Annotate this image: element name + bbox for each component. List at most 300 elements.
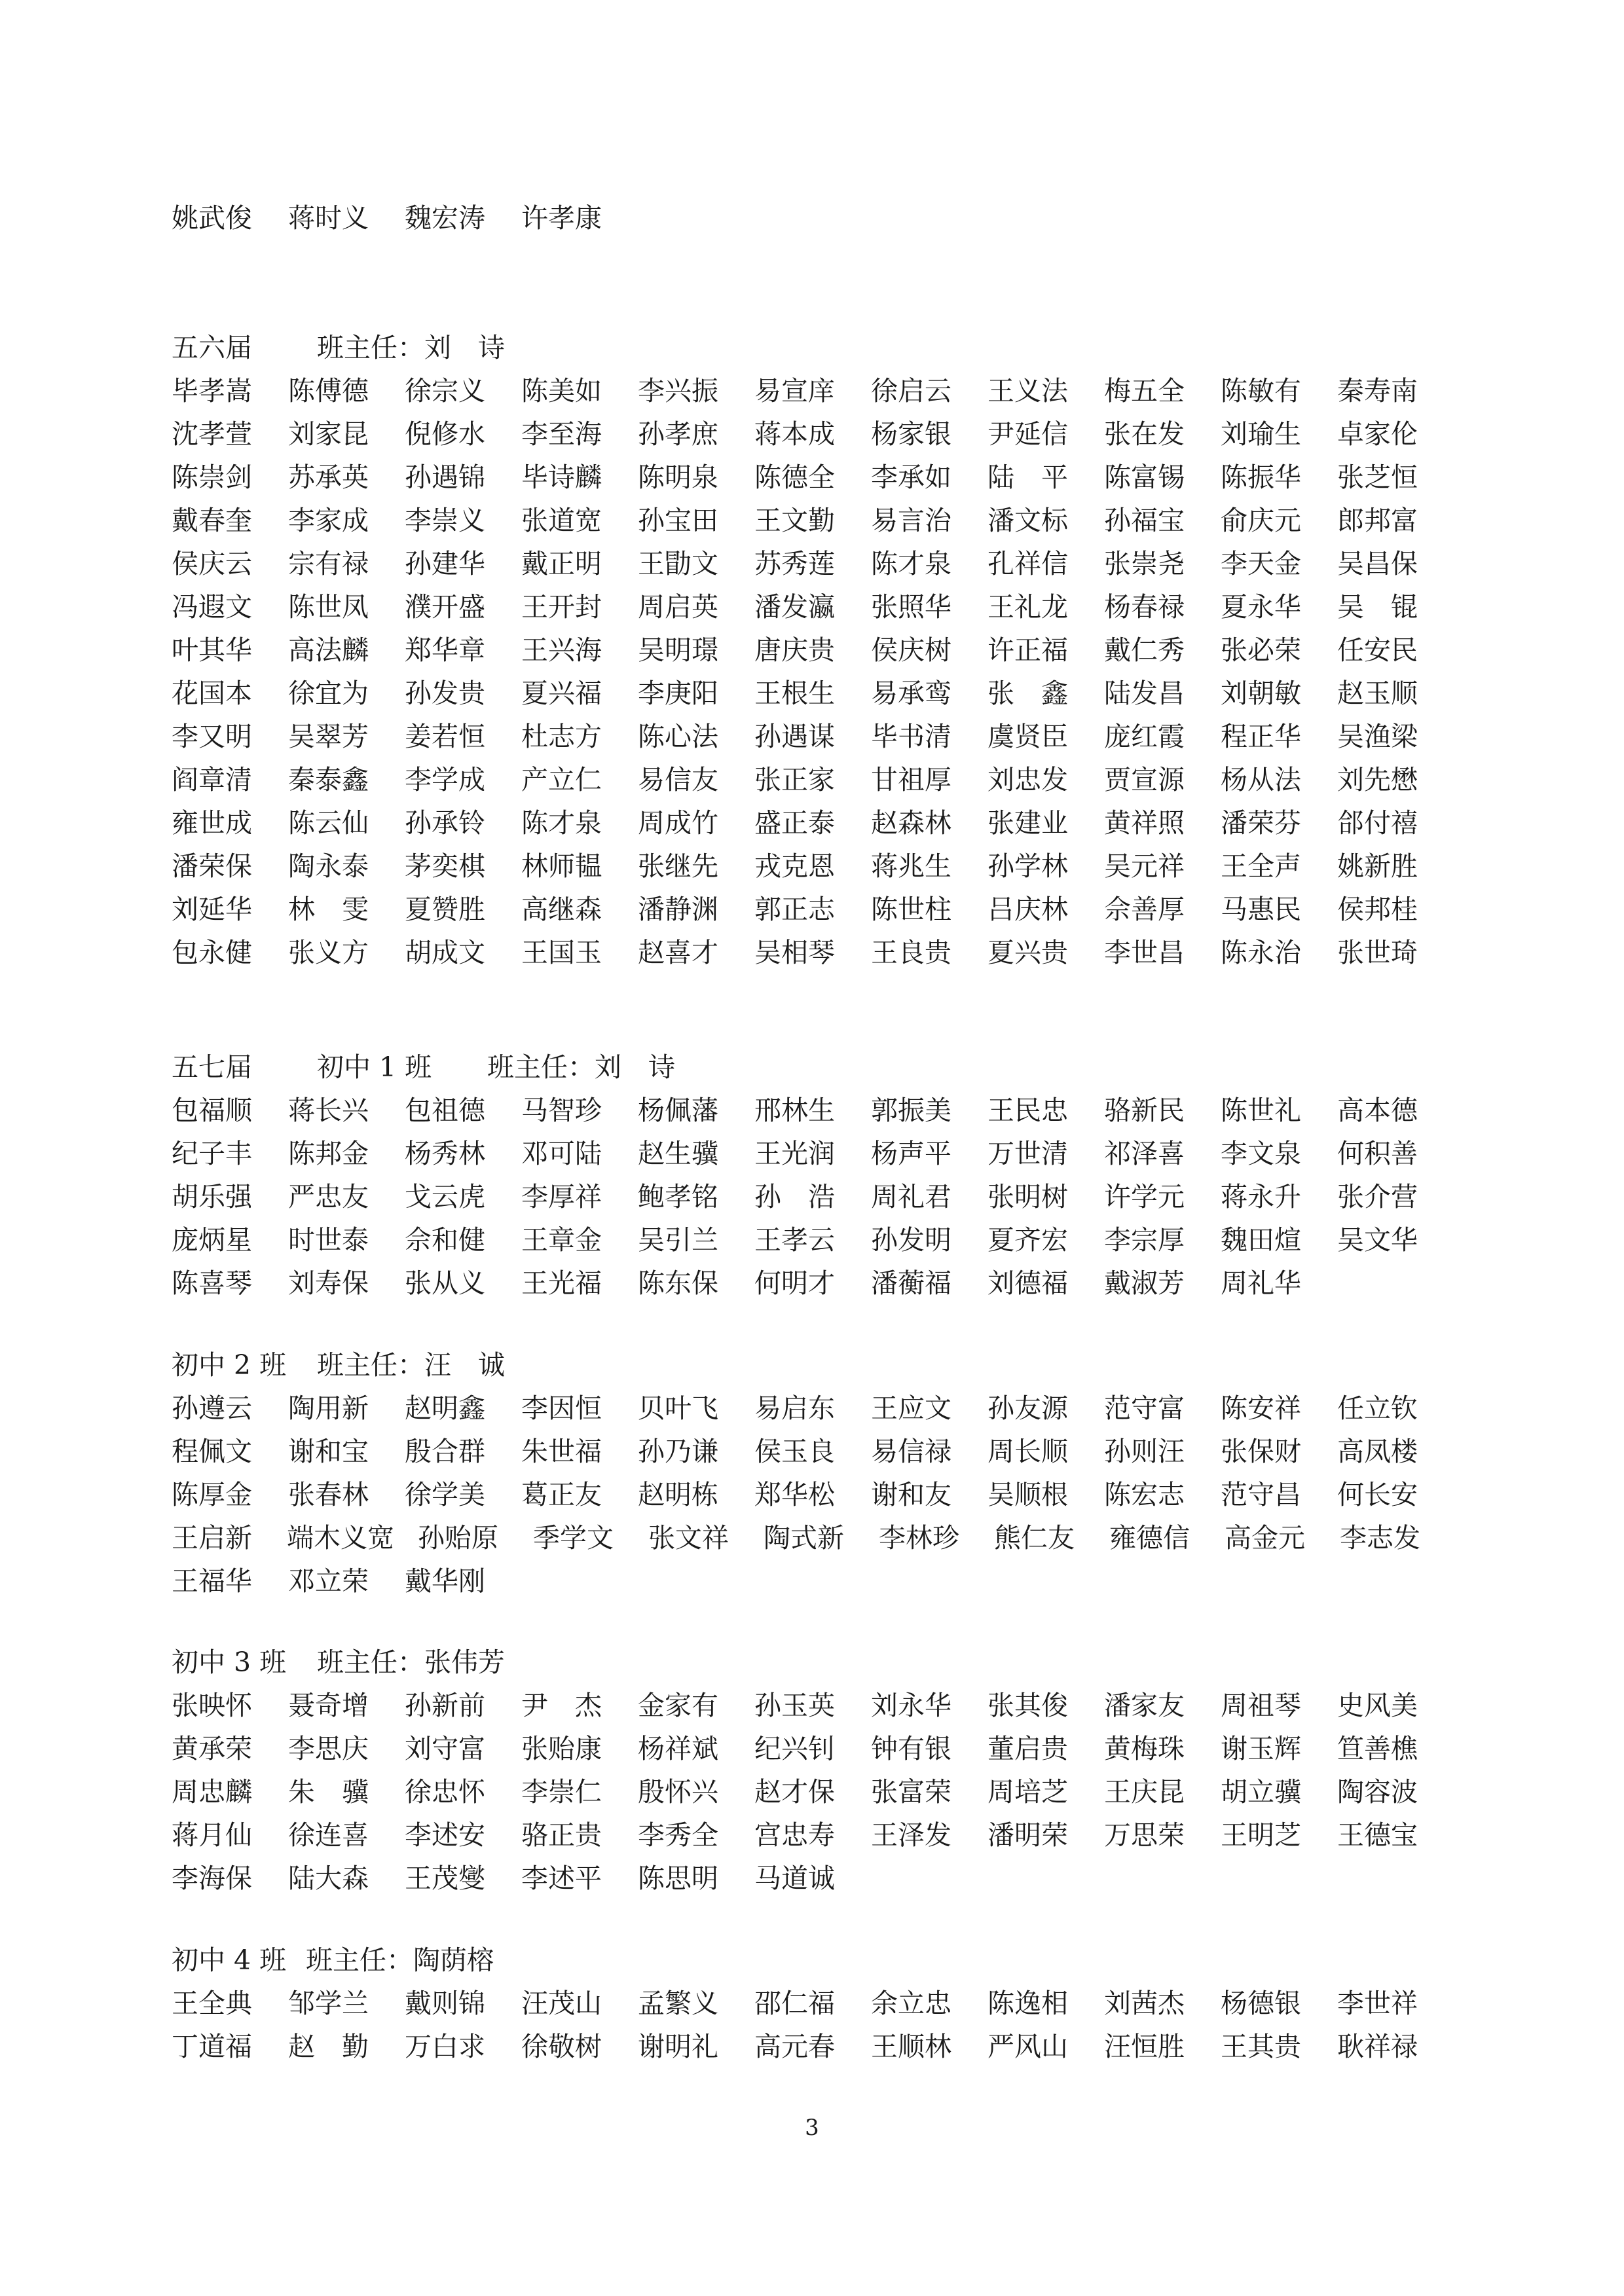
student-name: 李志发 <box>1340 1522 1420 1554</box>
student-name: 赵明栋 <box>638 1479 718 1510</box>
student-name: 陈邦金 <box>288 1138 369 1169</box>
student-name: 殷合群 <box>405 1436 485 1467</box>
student-name: 李因恒 <box>521 1393 602 1424</box>
student-name: 葛正友 <box>521 1479 602 1510</box>
student-name: 王文勤 <box>754 505 835 536</box>
student-name: 杨佩藩 <box>638 1095 718 1126</box>
student-name: 戴则锦 <box>405 1988 485 2019</box>
name-row <box>172 542 1455 585</box>
student-name: 陶用新 <box>288 1393 369 1424</box>
student-name: 杨家银 <box>871 418 951 450</box>
student-name: 杨春禄 <box>1104 591 1185 623</box>
student-name: 李秀全 <box>638 1819 718 1851</box>
student-name: 黄梅珠 <box>1104 1733 1185 1764</box>
student-name: 程佩文 <box>172 1436 252 1467</box>
student-name: 徐启云 <box>871 375 951 407</box>
name-row <box>172 369 1455 412</box>
student-name: 张继先 <box>638 850 718 882</box>
student-name: 纪兴钊 <box>754 1733 835 1764</box>
student-name: 万白求 <box>405 2031 485 2062</box>
student-name: 张映怀 <box>172 1690 252 1721</box>
student-name: 陈心法 <box>638 721 718 752</box>
student-name: 朱 骥 <box>288 1776 369 1808</box>
student-name: 潘荣芬 <box>1221 807 1301 839</box>
student-name: 王光福 <box>521 1267 602 1299</box>
student-name: 王开封 <box>521 591 602 623</box>
student-name: 郎邦富 <box>1337 505 1418 536</box>
student-name: 李宗厚 <box>1104 1224 1185 1256</box>
student-name: 杨德银 <box>1221 1988 1301 2019</box>
name-row <box>172 1262 1455 1305</box>
student-name: 陈敏有 <box>1221 375 1301 407</box>
student-name: 陈喜琴 <box>172 1267 252 1299</box>
student-name: 陈德全 <box>754 462 835 493</box>
student-name: 孙则汪 <box>1104 1436 1185 1467</box>
student-name: 刘家昆 <box>288 418 369 450</box>
student-name: 郑华章 <box>405 634 485 666</box>
student-name: 刘瑜生 <box>1221 418 1301 450</box>
student-name: 王根生 <box>754 678 835 709</box>
student-name: 郭正志 <box>754 894 835 925</box>
class-label: 初中 4 班 <box>172 1944 287 1976</box>
name-row <box>172 1387 1455 1430</box>
student-name: 戴春奎 <box>172 505 252 536</box>
student-name: 何明才 <box>754 1267 835 1299</box>
student-name: 花国本 <box>172 678 252 709</box>
student-name: 骆新民 <box>1104 1095 1185 1126</box>
student-name: 邓立荣 <box>288 1565 369 1597</box>
student-name: 李天金 <box>1221 548 1301 579</box>
student-name: 邓可陆 <box>521 1138 602 1169</box>
student-name: 张建业 <box>987 807 1068 839</box>
student-name: 倪修水 <box>405 418 485 450</box>
student-name: 陆发昌 <box>1104 678 1185 709</box>
name-row <box>172 1516 1455 1559</box>
name-row <box>172 1430 1455 1473</box>
student-name: 赵明鑫 <box>405 1393 485 1424</box>
student-name: 贾宣源 <box>1104 764 1185 795</box>
top-names-block <box>172 196 1455 240</box>
student-name: 朱世福 <box>521 1436 602 1467</box>
student-name: 徐敬树 <box>521 2031 602 2062</box>
student-name: 胡乐强 <box>172 1181 252 1212</box>
student-name: 易信友 <box>638 764 718 795</box>
student-name: 刘永华 <box>871 1690 951 1721</box>
student-name: 王庆昆 <box>1104 1776 1185 1808</box>
student-name: 庞炳星 <box>172 1224 252 1256</box>
student-name: 徐宗义 <box>405 375 485 407</box>
student-name: 孙遵云 <box>172 1393 252 1424</box>
head-teacher-label: 班主任：刘 诗 <box>317 332 505 363</box>
student-name: 陈美如 <box>521 375 602 407</box>
student-name: 王良贵 <box>871 937 951 968</box>
student-name: 时世泰 <box>288 1224 369 1256</box>
student-name: 王义法 <box>987 375 1068 407</box>
student-name: 吴翠芳 <box>288 721 369 752</box>
student-name: 戎克恩 <box>754 850 835 882</box>
section-s57-1 <box>172 1046 1455 1305</box>
name-row <box>172 888 1455 931</box>
student-name: 庞红霞 <box>1104 721 1185 752</box>
name-row <box>172 931 1455 974</box>
name-row <box>172 196 1455 240</box>
student-name: 侯庆树 <box>871 634 951 666</box>
student-name: 李述安 <box>405 1819 485 1851</box>
head-teacher-label: 班主任：刘 诗 <box>487 1051 675 1083</box>
student-name: 张保财 <box>1221 1436 1301 1467</box>
student-name: 王启新 <box>172 1522 252 1554</box>
student-name: 杜志方 <box>521 721 602 752</box>
student-name: 邹学兰 <box>288 1988 369 2019</box>
name-row <box>172 412 1455 456</box>
student-name: 潘文标 <box>987 505 1068 536</box>
student-name: 孙宝田 <box>638 505 718 536</box>
student-name: 陈永治 <box>1221 937 1301 968</box>
student-name: 易宣庠 <box>754 375 835 407</box>
student-name: 姚武俊 <box>172 202 252 234</box>
student-name: 产立仁 <box>521 764 602 795</box>
student-name: 吴顺根 <box>987 1479 1068 1510</box>
student-name: 蒋本成 <box>754 418 835 450</box>
student-name: 孙承铃 <box>405 807 485 839</box>
student-name: 谢和宝 <box>288 1436 369 1467</box>
student-name: 宗有禄 <box>288 548 369 579</box>
student-name: 吴昌保 <box>1337 548 1418 579</box>
name-row <box>172 672 1455 715</box>
student-name: 胡成文 <box>405 937 485 968</box>
student-name: 蒋长兴 <box>288 1095 369 1126</box>
student-name: 王福华 <box>172 1565 252 1597</box>
student-name: 汪茂山 <box>521 1988 602 2019</box>
student-name: 唐庆贵 <box>754 634 835 666</box>
student-name: 茅奕棋 <box>405 850 485 882</box>
student-name: 林师韫 <box>521 850 602 882</box>
student-name: 万世清 <box>987 1138 1068 1169</box>
name-row <box>172 1089 1455 1132</box>
name-row <box>172 499 1455 542</box>
student-name: 高本德 <box>1337 1095 1418 1126</box>
student-name: 赵 勤 <box>288 2031 369 2062</box>
student-name: 王光润 <box>754 1138 835 1169</box>
student-name: 吴文华 <box>1337 1224 1418 1256</box>
student-name: 李学成 <box>405 764 485 795</box>
student-name: 范守昌 <box>1221 1479 1301 1510</box>
student-name: 戴华刚 <box>405 1565 485 1597</box>
student-name: 潘荣保 <box>172 850 252 882</box>
name-row <box>172 629 1455 672</box>
student-name: 张春林 <box>288 1479 369 1510</box>
student-name: 陈宏志 <box>1104 1479 1185 1510</box>
name-row <box>172 1684 1455 1727</box>
page-number: 3 <box>805 2115 819 2141</box>
student-name: 刘先懋 <box>1337 764 1418 795</box>
student-name: 潘明荣 <box>987 1819 1068 1851</box>
student-name: 夏永华 <box>1221 591 1301 623</box>
student-name: 高元春 <box>754 2031 835 2062</box>
student-name: 俞庆元 <box>1221 505 1301 536</box>
name-row <box>172 1727 1455 1770</box>
student-name: 许孝康 <box>521 202 602 234</box>
student-name: 聂奇增 <box>288 1690 369 1721</box>
student-name: 易启东 <box>754 1393 835 1424</box>
student-name: 姜若恒 <box>405 721 485 752</box>
student-name: 余立忠 <box>871 1988 951 2019</box>
student-name: 张明树 <box>987 1181 1068 1212</box>
student-name: 吴元祥 <box>1104 850 1185 882</box>
student-name: 夏兴福 <box>521 678 602 709</box>
student-name: 李又明 <box>172 721 252 752</box>
head-teacher-label: 班主任：陶荫榕 <box>306 1944 494 1976</box>
student-name: 陈世凤 <box>288 591 369 623</box>
cohort-label: 五七届 <box>172 1051 252 1083</box>
student-name: 孙玉英 <box>754 1690 835 1721</box>
student-name: 陈傅德 <box>288 375 369 407</box>
student-name: 李崇仁 <box>521 1776 602 1808</box>
student-name: 包祖德 <box>405 1095 485 1126</box>
student-name: 苏承英 <box>288 462 369 493</box>
student-name: 侯庆云 <box>172 548 252 579</box>
student-name: 杨祥斌 <box>638 1733 718 1764</box>
student-name: 赵才保 <box>754 1776 835 1808</box>
student-name: 盛正泰 <box>754 807 835 839</box>
student-name: 甘祖厚 <box>871 764 951 795</box>
student-name: 孙学林 <box>987 850 1068 882</box>
name-row <box>172 801 1455 845</box>
student-name: 谢明礼 <box>638 2031 718 2062</box>
student-name: 苏秀莲 <box>754 548 835 579</box>
student-name: 陈东保 <box>638 1267 718 1299</box>
student-name: 鲍孝铭 <box>638 1181 718 1212</box>
student-name: 熊仁友 <box>994 1522 1075 1554</box>
name-row <box>172 845 1455 888</box>
student-name: 刘朝敏 <box>1221 678 1301 709</box>
student-name: 李述平 <box>521 1863 602 1894</box>
student-name: 陈明泉 <box>638 462 718 493</box>
student-name: 魏宏涛 <box>405 202 485 234</box>
student-name: 黄祥照 <box>1104 807 1185 839</box>
student-name: 潘静渊 <box>638 894 718 925</box>
student-name: 周祖琴 <box>1221 1690 1301 1721</box>
student-name: 夏齐宏 <box>987 1224 1068 1256</box>
student-name: 陈世柱 <box>871 894 951 925</box>
student-name: 张义方 <box>288 937 369 968</box>
student-name: 阎章清 <box>172 764 252 795</box>
student-name: 陈才泉 <box>871 548 951 579</box>
section-s57-2 <box>172 1343 1455 1603</box>
student-name: 刘忠发 <box>987 764 1068 795</box>
student-name: 侯邦桂 <box>1337 894 1418 925</box>
student-name: 何长安 <box>1337 1479 1418 1510</box>
student-name: 陈富锡 <box>1104 462 1185 493</box>
student-name: 刘延华 <box>172 894 252 925</box>
student-name: 周礼君 <box>871 1181 951 1212</box>
student-name: 范守富 <box>1104 1393 1185 1424</box>
section-s56 <box>172 326 1455 974</box>
student-name: 李世祥 <box>1337 1988 1418 2019</box>
student-name: 陈云仙 <box>288 807 369 839</box>
student-name: 邢林生 <box>754 1095 835 1126</box>
student-name: 冯遐文 <box>172 591 252 623</box>
class-label: 初中 3 班 <box>172 1647 287 1678</box>
student-name: 万思荣 <box>1104 1819 1185 1851</box>
student-name: 陆大森 <box>288 1863 369 1894</box>
section-header <box>172 1046 1455 1089</box>
student-name: 易承鸾 <box>871 678 951 709</box>
student-name: 杨从法 <box>1221 764 1301 795</box>
student-name: 蒋永升 <box>1221 1181 1301 1212</box>
student-name: 张必荣 <box>1221 634 1301 666</box>
student-name: 张芝恒 <box>1337 462 1418 493</box>
student-name: 周成竹 <box>638 807 718 839</box>
student-name: 杨秀林 <box>405 1138 485 1169</box>
student-name: 张其俊 <box>987 1690 1068 1721</box>
student-name: 徐忠怀 <box>405 1776 485 1808</box>
student-name: 周培芝 <box>987 1776 1068 1808</box>
student-name: 刘德福 <box>987 1267 1068 1299</box>
section-header <box>172 1939 1455 1982</box>
student-name: 骆正贵 <box>521 1819 602 1851</box>
student-name: 孙乃谦 <box>638 1436 718 1467</box>
student-name: 夏兴贵 <box>987 937 1068 968</box>
name-row <box>172 1559 1455 1603</box>
student-name: 赵森林 <box>871 807 951 839</box>
student-name: 马惠民 <box>1221 894 1301 925</box>
student-name: 郃付禧 <box>1337 807 1418 839</box>
section-s57-3 <box>172 1641 1455 1900</box>
student-name: 张从义 <box>405 1267 485 1299</box>
student-name: 陈思明 <box>638 1863 718 1894</box>
student-name: 潘发瀛 <box>754 591 835 623</box>
student-name: 秦寿南 <box>1337 375 1418 407</box>
name-row <box>172 1813 1455 1857</box>
student-name: 张照华 <box>871 591 951 623</box>
student-name: 李思庆 <box>288 1733 369 1764</box>
student-name: 王礼龙 <box>987 591 1068 623</box>
student-name: 高继森 <box>521 894 602 925</box>
student-name: 蒋兆生 <box>871 850 951 882</box>
student-name: 李崇义 <box>405 505 485 536</box>
student-name: 李林珍 <box>879 1522 959 1554</box>
name-row <box>172 1132 1455 1175</box>
student-name: 陈世礼 <box>1221 1095 1301 1126</box>
student-name: 孙新前 <box>405 1690 485 1721</box>
student-name: 李家成 <box>288 505 369 536</box>
student-name: 孙建华 <box>405 548 485 579</box>
student-name: 郭振美 <box>871 1095 951 1126</box>
student-name: 耿祥禄 <box>1337 2031 1418 2062</box>
student-name: 周礼华 <box>1221 1267 1301 1299</box>
name-row <box>172 2025 1455 2068</box>
student-name: 张崇尧 <box>1104 548 1185 579</box>
student-name: 李海保 <box>172 1863 252 1894</box>
student-name: 王应文 <box>871 1393 951 1424</box>
section-s57-4 <box>172 1939 1455 2068</box>
student-name: 陶容波 <box>1337 1776 1418 1808</box>
student-name: 宫忠寿 <box>754 1819 835 1851</box>
student-name: 杨声平 <box>871 1138 951 1169</box>
student-name: 任安民 <box>1337 634 1418 666</box>
student-name: 王全典 <box>172 1988 252 2019</box>
student-name: 蒋时义 <box>288 202 369 234</box>
student-name: 陈逸相 <box>987 1988 1068 2019</box>
student-name: 谢和友 <box>871 1479 951 1510</box>
student-name: 孙孝庶 <box>638 418 718 450</box>
student-name: 马智珍 <box>521 1095 602 1126</box>
student-name: 郑华松 <box>754 1479 835 1510</box>
student-name: 张在发 <box>1104 418 1185 450</box>
student-name: 王兴海 <box>521 634 602 666</box>
name-row <box>172 1770 1455 1813</box>
student-name: 孙友源 <box>987 1393 1068 1424</box>
student-name: 严忠友 <box>288 1181 369 1212</box>
student-name: 丁道福 <box>172 2031 252 2062</box>
student-name: 侯玉良 <box>754 1436 835 1467</box>
student-name: 尹延信 <box>987 418 1068 450</box>
student-name: 严风山 <box>987 2031 1068 2062</box>
student-name: 笪善樵 <box>1337 1733 1418 1764</box>
student-name: 邵仁福 <box>754 1988 835 2019</box>
student-name: 黄承荣 <box>172 1733 252 1764</box>
student-name: 雍世成 <box>172 807 252 839</box>
student-name: 虞贤臣 <box>987 721 1068 752</box>
student-name: 沈孝萱 <box>172 418 252 450</box>
student-name: 李庚阳 <box>638 678 718 709</box>
student-name: 张介营 <box>1337 1181 1418 1212</box>
student-name: 李至海 <box>521 418 602 450</box>
student-name: 陈才泉 <box>521 807 602 839</box>
student-name: 王勖文 <box>638 548 718 579</box>
name-row <box>172 456 1455 499</box>
student-name: 孙遇锦 <box>405 462 485 493</box>
student-name: 潘家友 <box>1104 1690 1185 1721</box>
student-name: 陈厚金 <box>172 1479 252 1510</box>
student-name: 史风美 <box>1337 1690 1418 1721</box>
student-name: 王明芝 <box>1221 1819 1301 1851</box>
student-name: 孙 浩 <box>754 1181 835 1212</box>
student-name: 佘善厚 <box>1104 894 1185 925</box>
student-name: 吴渔梁 <box>1337 721 1418 752</box>
student-name: 许正福 <box>987 634 1068 666</box>
student-name: 马道诚 <box>754 1863 835 1894</box>
name-row <box>172 585 1455 629</box>
head-teacher-label: 班主任：张伟芳 <box>317 1647 505 1678</box>
student-name: 李厚祥 <box>521 1181 602 1212</box>
student-name: 夏赞胜 <box>405 894 485 925</box>
student-name: 殷怀兴 <box>638 1776 718 1808</box>
student-name: 张贻康 <box>521 1733 602 1764</box>
student-name: 毕诗麟 <box>521 462 602 493</box>
student-name: 包福顺 <box>172 1095 252 1126</box>
student-name: 吴明璟 <box>638 634 718 666</box>
student-name: 叶其华 <box>172 634 252 666</box>
student-name: 佘和健 <box>405 1224 485 1256</box>
student-name: 林 雯 <box>288 894 369 925</box>
student-name: 刘茜杰 <box>1104 1988 1185 2019</box>
student-name: 孙遇谋 <box>754 721 835 752</box>
student-name: 孙发贵 <box>405 678 485 709</box>
class-label: 五六届 <box>172 332 252 363</box>
student-name: 李兴振 <box>638 375 718 407</box>
student-name: 王其贵 <box>1221 2031 1301 2062</box>
student-name: 王全声 <box>1221 850 1301 882</box>
student-name: 张富荣 <box>871 1776 951 1808</box>
student-name: 周忠麟 <box>172 1776 252 1808</box>
section-header <box>172 326 1455 369</box>
name-row <box>172 1982 1455 2025</box>
student-name: 蒋月仙 <box>172 1819 252 1851</box>
student-name: 高凤楼 <box>1337 1436 1418 1467</box>
student-name: 徐学美 <box>405 1479 485 1510</box>
